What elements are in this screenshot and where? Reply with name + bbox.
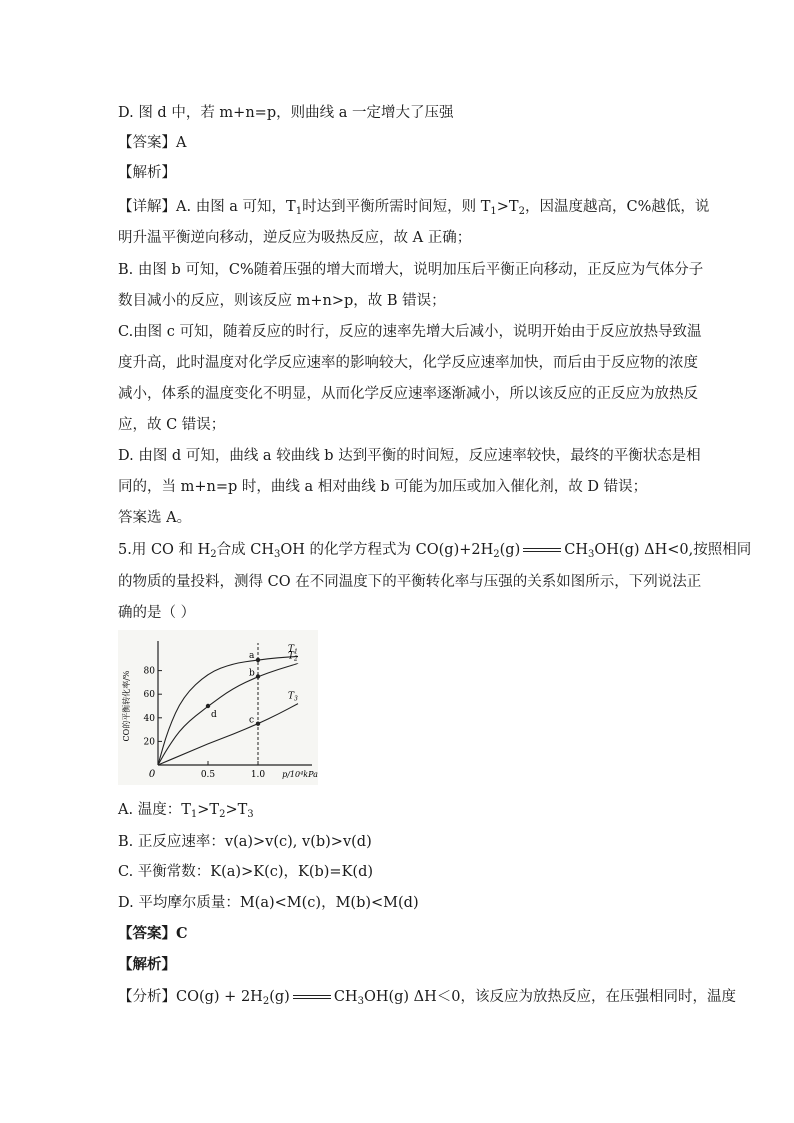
point-label-a: a — [249, 650, 255, 661]
point-label-c: c — [249, 715, 255, 726]
x-tick-label: 1.0 — [250, 770, 266, 780]
series-label-t1: $T_1$ — [288, 644, 298, 656]
analysis-label: 【解析】 — [118, 165, 176, 181]
y-tick-label: 20 — [143, 737, 155, 748]
point-c — [256, 722, 260, 726]
option-b[interactable]: B. 正反应速率：v(a)>v(c), v(b)>v(d) — [118, 834, 372, 850]
text-line: 应，故 C 错误； — [118, 417, 226, 433]
equilibrium-arrow-icon — [293, 993, 331, 1001]
text-line: 的物质的量投料，测得 CO 在不同温度下的平衡转化率与压强的关系如图所示，下列说法正 — [118, 574, 702, 590]
option-c[interactable]: C. 平衡常数：K(a)>K(c)，K(b)=K(d) — [118, 864, 374, 880]
conversion-pressure-chart — [118, 630, 318, 785]
point-label-d: d — [211, 710, 217, 720]
point-d — [206, 704, 210, 708]
question-5: 5.用 CO 和 $H_2$合成 $CH_3OH$ 的化学方程式为 $CO(g)+2H_2(g)$ $CH_3OH(g)$ ΔH<0,按照相同 — [118, 542, 752, 560]
text-line: 确的是（ ） — [118, 605, 196, 621]
series-label-t3: $T_3$ — [288, 691, 298, 703]
text-line: C.由图 c 可知，随着反应的时行，反应的速率先增大后减小，说明开始由于反应放热导致温 — [118, 324, 702, 340]
x-tick-label: 0.5 — [200, 770, 216, 780]
x-axis-label: p/10⁴kPa — [282, 770, 318, 779]
point-label-b: b — [249, 668, 255, 679]
analysis-label: 【解析】 — [118, 956, 176, 973]
y-tick-label: 60 — [143, 690, 155, 701]
origin-label: 0 — [148, 769, 156, 780]
text-line: 答案选 A。 — [118, 510, 192, 526]
text-line: D. 图 d 中，若 m+n=p，则曲线 a 一定增大了压强 — [118, 105, 454, 121]
text-line: 减小，体系的温度变化不明显，从而化学反应速率逐渐减小，所以该反应的正反应为放热反 — [118, 386, 698, 402]
text-line: B. 由图 b 可知，C%随着压强的增大而增大，说明加压后平衡正向移动，正反应为气体分子 — [118, 262, 704, 278]
y-axis-label: CO的平衡转化率/% — [122, 670, 131, 742]
text-line: 度升高，此时温度对化学反应速率的影响较大，化学反应速率加快，而后由于反应物的浓度 — [118, 355, 698, 371]
text-line: D. 由图 d 可知，曲线 a 较曲线 b 达到平衡的时间短，反应速率较快，最终的平衡状态是相 — [118, 448, 701, 464]
text-line: 明升温平衡逆向移动，逆反应为吸热反应，故 A 正确； — [118, 230, 472, 246]
y-tick-label: 80 — [143, 666, 155, 677]
option-d[interactable]: D. 平均摩尔质量：M(a)<M(c)，M(b)<M(d) — [118, 895, 419, 911]
series-label-t2: $T_2$ — [288, 651, 298, 663]
answer-label: 【答案】A — [118, 135, 187, 151]
option-a[interactable]: A. 温度：$T_1>T_2>T_3$ — [118, 802, 254, 820]
equilibrium-arrow-icon — [523, 546, 561, 554]
point-b — [256, 674, 260, 678]
text-line: 【分析】$CO(g) + 2H_2(g)$ $CH_3OH(g)$ ΔH＜0，该反应为放热反应，在压强相同时，温度 — [118, 989, 737, 1007]
y-tick-label: 40 — [143, 713, 155, 724]
point-a — [256, 658, 260, 662]
text-line: 数目减小的反应，则该反应 m+n>p，故 B 错误； — [118, 293, 446, 309]
text-line: 【详解】A. 由图 a 可知，$T_1$时达到平衡所需时间短，则 $T_1>T_2$，因温度越高，C%越低，说 — [118, 199, 710, 217]
text-line: 同的，当 m+n=p 时，曲线 a 相对曲线 b 可能为加压或加入催化剂，故 D 错误； — [118, 479, 648, 495]
answer-label: 【答案】C — [118, 925, 188, 942]
